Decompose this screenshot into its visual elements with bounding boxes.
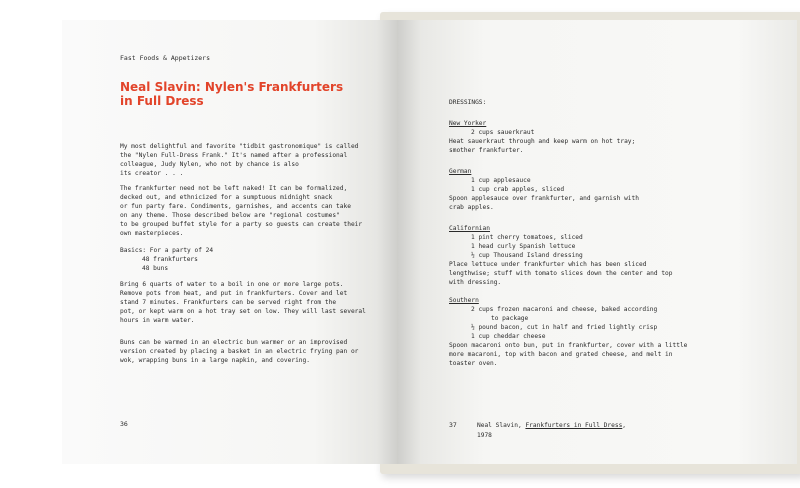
list-item: ½ pound bacon, cut in half and fried lightly crisp xyxy=(471,324,658,331)
list-item: 1 cup applesauce xyxy=(471,177,531,184)
text-line: Place lettuce under frankfurter which has been sliced xyxy=(449,261,647,268)
recipe-title-line2: in Full Dress xyxy=(120,94,204,108)
basics-label: Basics: For a party of 24 xyxy=(120,247,214,254)
caption-year: 1978 xyxy=(477,432,492,439)
southern-section xyxy=(449,296,779,368)
page-number: 37 xyxy=(449,421,457,429)
text-line: Buns can be warmed in an electric bun warmer or an improvised xyxy=(120,339,348,346)
open-book xyxy=(62,12,782,472)
list-item: 1 cup cheddar cheese xyxy=(471,333,546,340)
text-line: Bring 6 quarts of water to a boil in one or more large pots. xyxy=(120,281,344,288)
text-line: lengthwise; stuff with tomato slices down the center and top xyxy=(449,270,673,277)
text-line: its creator . . . xyxy=(120,170,184,177)
list-item: 48 buns xyxy=(142,265,169,272)
running-header: Fast Foods & Appetizers xyxy=(120,54,211,62)
artwork-caption xyxy=(477,421,626,430)
text-line: with dressing. xyxy=(449,279,502,286)
list-item-continuation: to package xyxy=(491,315,529,322)
basics-list xyxy=(120,246,360,273)
section-name: German xyxy=(449,168,472,175)
list-item: 1 head curly Spanish lettuce xyxy=(471,243,576,250)
text-line: on any theme. Those described below are "regional costumes" xyxy=(120,212,340,219)
section-name: Southern xyxy=(449,297,479,304)
text-line: Heat sauerkraut through and keep warm on hot tray; xyxy=(449,138,636,145)
californian-section xyxy=(449,224,779,287)
list-item: 2 cups frozen macaroni and cheese, baked according xyxy=(471,306,658,313)
text-line: decked out, and ethnicized for a sumptuous midnight snack xyxy=(120,194,333,201)
intro-paragraph xyxy=(120,142,360,178)
section-name: Californian xyxy=(449,225,490,232)
text-line: pot, or kept warm on a hot tray set on low. They will last several xyxy=(120,308,366,315)
text-line: more macaroni, top with bacon and grated cheese, and melt in xyxy=(449,351,673,358)
text-line: hours in warm water. xyxy=(120,317,195,324)
buns-paragraph xyxy=(120,338,360,365)
list-item: 1 pint cherry tomatoes, sliced xyxy=(471,234,583,241)
text-line: smother frankfurter. xyxy=(449,147,524,154)
recipe-title xyxy=(120,80,343,108)
text-line: toaster oven. xyxy=(449,360,498,367)
list-item: 1 cup crab apples, sliced xyxy=(471,186,565,193)
text-line: or fun party fare. Condiments, garnishes, and accents can take xyxy=(120,203,351,210)
text-line: crab apples. xyxy=(449,204,494,211)
section-name: New Yorker xyxy=(449,120,487,127)
text-line: own masterpieces. xyxy=(120,230,184,237)
list-item: 48 frankfurters xyxy=(142,256,198,263)
list-item: 2 cups sauerkraut xyxy=(471,129,535,136)
caption-comma: , xyxy=(622,422,627,429)
dressings-label: DRESSINGS: xyxy=(449,99,487,106)
text-line: Spoon applesauce over frankfurter, and garnish with xyxy=(449,195,639,202)
right-page xyxy=(397,20,797,464)
caption-author: Neal Slavin, xyxy=(477,422,526,429)
text-line: version created by placing a basket in an electric frying pan or xyxy=(120,348,359,355)
text-line: to be grouped buffet style for a party so guests can create their xyxy=(120,221,363,228)
description-paragraph xyxy=(120,184,363,238)
text-line: My most delightful and favorite "tidbit gastronomique" is called xyxy=(120,143,359,150)
text-line: stand 7 minutes. Frankfurters can be served right from the xyxy=(120,299,337,306)
new-yorker-section xyxy=(449,119,779,155)
text-line: the "Nylen Full-Dress Frank." It's named after a professional xyxy=(120,152,348,159)
left-page xyxy=(62,20,397,464)
dressings-heading xyxy=(449,98,689,107)
cooking-paragraph xyxy=(120,280,366,325)
text-line: colleague, Judy Nylen, who not by chance is also xyxy=(120,161,299,168)
list-item: ½ cup Thousand Island dressing xyxy=(471,252,583,259)
page-number: 36 xyxy=(120,420,128,428)
recipe-title-line1: Neal Slavin: Nylen's Frankfurters xyxy=(120,80,344,94)
text-line: The frankfurter need not be left naked! It can be formalized, xyxy=(120,185,348,192)
text-line: Remove pots from heat, and put in frankfurters. Cover and let xyxy=(120,290,348,297)
text-line: Spoon macaroni onto bun, put in frankfurter, cover with a little xyxy=(449,342,688,349)
caption-title: Frankfurters in Full Dress xyxy=(525,422,623,429)
german-section xyxy=(449,167,779,212)
text-line: wok, wrapping buns in a large napkin, and covering. xyxy=(120,357,310,364)
